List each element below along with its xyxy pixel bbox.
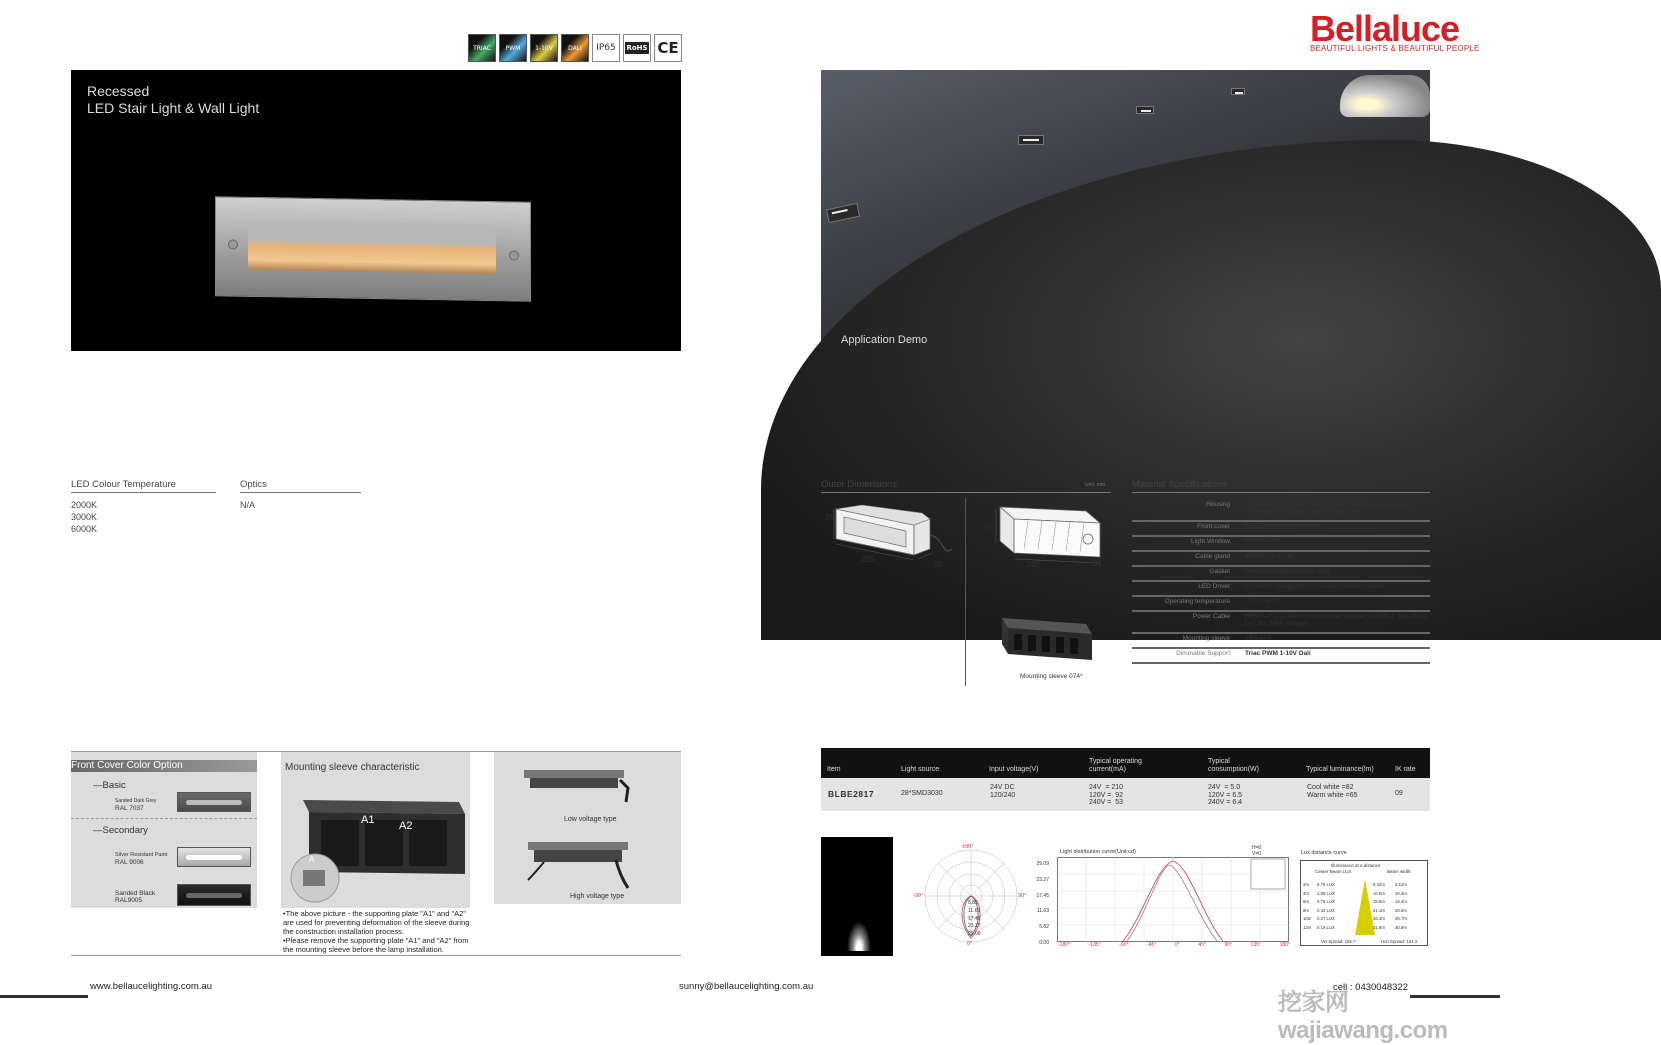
polar-left-label: -90° [913, 893, 924, 899]
application-caption: Application Demo [841, 334, 928, 346]
mounting-sleeve-caption: Mounting sleeve 074* [1020, 673, 1083, 680]
sleeve-height-label: 70 [982, 524, 991, 533]
polar-bottom-label: 0° [967, 941, 973, 947]
low-voltage-photo [522, 768, 632, 808]
sleeve-notes [283, 909, 473, 954]
material-row: Dimmable Support Triac PWM 1-10V Dali [1132, 649, 1430, 664]
silver-swatch [177, 847, 251, 867]
cell-luminance: Cool white =82 Warm white =65 [1307, 784, 1358, 799]
a1-label: A1 [361, 814, 375, 826]
header-current: Typical operating current(mA) [1089, 758, 1142, 773]
ip65-icon: IP65 [592, 34, 620, 62]
lux-hori-spread: Hori.Spread: 104.3 [1381, 939, 1418, 944]
application-photo [821, 70, 1430, 352]
material-heading: Material Specifications [1132, 479, 1228, 490]
material-row: Housing 12# Die-casting grey powder coated aluminum T=60-80um Adhesion of ISO class 1/ASTM class 4B [1132, 500, 1430, 522]
header-item: Item [827, 766, 841, 773]
lux-col-width: Beam width [1387, 869, 1411, 874]
rohs-icon: RoHS [623, 34, 651, 62]
sleeve-depth-label: 81 [1093, 559, 1102, 568]
cell-light-source: 28*SMD3030 [901, 790, 943, 797]
polar-right-label: 90° [1018, 893, 1027, 899]
step-light-icon [1018, 135, 1044, 145]
front-height-label: 76 [825, 513, 834, 522]
sleeve-dimension-drawing [980, 497, 1110, 572]
cover-color-panel [71, 752, 257, 908]
curve-title: Light distribution curve(Unit:cd) [1060, 849, 1136, 855]
divider [240, 492, 361, 493]
material-row: Light Window PC T=3mm [1132, 537, 1430, 552]
car [1340, 75, 1430, 117]
lux-rows: 2m 6.76 LUX 5.32m 5.12m 4m 1.69 LUX 10.5m 10.3m 6m 0.75 LUX 15.8m 15.4m 8m 0.42 LUX 21.1m 20.5m 10m 0.27 LUX 26.4m 25.7m 12m 0.19 LUX 31.6m 30.8m [1303, 882, 1407, 930]
divider [71, 955, 681, 956]
beam-photo [821, 837, 893, 956]
a-label: A [309, 855, 315, 864]
triac-icon: TRIAC [468, 34, 496, 62]
light-distribution-curve [1057, 857, 1289, 942]
sleeve-note: •The above picture - the supporting plate "A1" and "A2" are used for preventing deformation of the sleeve during the construction installation process. [283, 909, 470, 936]
dark-grey-swatch [177, 792, 251, 812]
dimming-1-10v-icon: 1-10V [530, 34, 558, 62]
unit-label: Unit: mm [1085, 482, 1105, 488]
cell-ik: 09 [1395, 790, 1403, 797]
cover-color-title: Front Cover Color Option [71, 760, 257, 772]
material-row: Gasket Molding Shaped silicone seal [1132, 567, 1430, 582]
cell-input-voltage: 24V DC 120/240 [990, 784, 1016, 799]
material-row: Power Cable H05RN-F 2X1.0mm² L=0.5m (low voltage) H05RN-F 3X1.0mm² L=0.5m (high voltage) [1132, 612, 1430, 634]
curve-y-axis: 29.09 23.27 17.45 11.63 5.82 0.00 [1036, 861, 1049, 946]
lux-subtitle: Illuminance at a distance [1331, 863, 1381, 868]
certification-icons [468, 34, 682, 62]
watermark: 挖家网 wajiawang.com [1278, 989, 1448, 1044]
divider [821, 492, 1111, 493]
divider [965, 498, 966, 686]
cell-consumption: 24V = 5.0 120V = 6.5 240V = 6.4 [1208, 784, 1243, 806]
spec-table-row [821, 778, 1430, 811]
material-row: Front cover 12# Die-casting aluminum [1132, 522, 1430, 537]
curve-legend: H=0 V=0 [1252, 845, 1262, 857]
header-light-source: Light source [901, 766, 940, 773]
footer-email[interactable]: sunny@bellaucelighting.com.au [679, 981, 814, 992]
material-row: LED Driver Constant Voltage Input,Constant Current Output [1132, 582, 1430, 597]
voltage-type-panel [494, 752, 681, 904]
product-title-line1: Recessed [87, 83, 150, 99]
step-light-icon [1231, 88, 1245, 95]
front-depth-label: 70 [933, 560, 942, 569]
dali-icon: DALI [561, 34, 589, 62]
footer-website[interactable]: www.bellaucelighting.com.au [90, 981, 212, 992]
colour-temp-value: 3000K [71, 512, 98, 522]
footer-bar-left [0, 995, 88, 998]
colour-temperature-heading: LED Colour Temperature [71, 479, 176, 490]
black-swatch-label: Sanded Black RAL9005 [115, 890, 156, 904]
header-consumption: Typical consumption(W) [1208, 758, 1259, 773]
high-voltage-photo [524, 840, 634, 892]
ce-icon: CE [654, 34, 682, 62]
sleeve-width-label: 240 [1026, 560, 1040, 569]
cell-item: BLBE2817 [828, 789, 875, 799]
footer-cell: cell : 0430048322 [1333, 982, 1409, 993]
spec-table-header [821, 748, 1430, 778]
header-ik: IK rate [1395, 766, 1416, 773]
colour-temp-value: 2000K [71, 500, 98, 510]
pwm-icon: PWM [499, 34, 527, 62]
colour-temperature-list [71, 499, 97, 535]
divider [1132, 492, 1430, 493]
material-row: Cable gland IP68 PG-9 PA66 [1132, 552, 1430, 567]
sleeve-title: Mounting sleeve characteristic [285, 762, 420, 773]
step-light-icon [1136, 106, 1154, 114]
colour-temp-value: 6000K [71, 524, 98, 534]
material-row: Mounting sleeve ABS 074* [1132, 634, 1430, 649]
divider [71, 492, 216, 493]
material-row: Operating temperature -20°C~40°C [1132, 597, 1430, 612]
silver-swatch-label: Silver Resistant Paint RAL 9006 [115, 852, 168, 866]
product-title-line2: LED Stair Light & Wall Light [87, 100, 260, 116]
mounting-sleeve-photo [998, 610, 1096, 662]
sleeve-photo [299, 792, 467, 904]
brand-tagline: BEAUTIFUL LIGHTS & BEAUTIFUL PEOPLE [1310, 44, 1480, 53]
a2-label: A2 [399, 820, 413, 832]
sleeve-panel [281, 752, 470, 908]
basic-label: —Basic [93, 780, 126, 791]
optics-heading: Optics [240, 479, 267, 490]
lux-chart [1300, 860, 1428, 946]
sleeve-note: •Please remove the supporting plate "A1" and "A2" from the mounting sleeve before the lamp installation. [283, 936, 469, 954]
low-voltage-label: Low voltage type [564, 816, 617, 823]
cell-current: 24V = 210 120V = 92 240V = 53 [1089, 784, 1124, 806]
lux-col-center: Center Beam LUX [1315, 869, 1352, 874]
screw-icon [228, 239, 238, 249]
polar-values: 5.82 11.63 17.45 23.27 29.09 [968, 900, 981, 938]
basic-swatch-label: Sanded Dark Grey RAL 7037 [115, 798, 157, 812]
polar-top-label: ±90° [962, 844, 974, 850]
product-title [87, 83, 259, 117]
black-swatch [177, 884, 251, 906]
optics-value: N/A [240, 500, 256, 510]
front-width-label: 255 [861, 555, 875, 564]
screw-icon [509, 250, 519, 260]
outer-dimensions-heading: Outer Dimensions [821, 479, 898, 490]
header-luminance: Typical luminance(lm) [1306, 766, 1374, 773]
secondary-label: —Secondary [93, 825, 148, 836]
curve-x-axis: -180° -135° -90° -45° 0° 45° 90° 135° 180° [1058, 942, 1290, 948]
stair-light-fixture [215, 196, 531, 302]
light-window [248, 220, 496, 274]
brand-logo: Bellaluce [1310, 8, 1460, 49]
product-hero-image [71, 70, 681, 351]
high-voltage-label: High voltage type [570, 893, 625, 900]
header-input-voltage: Input voltage(V) [989, 766, 1039, 773]
lux-ver-spread: Ver.Spread: 105.7 [1321, 939, 1356, 944]
lux-title: Lux distance curve [1301, 850, 1347, 856]
